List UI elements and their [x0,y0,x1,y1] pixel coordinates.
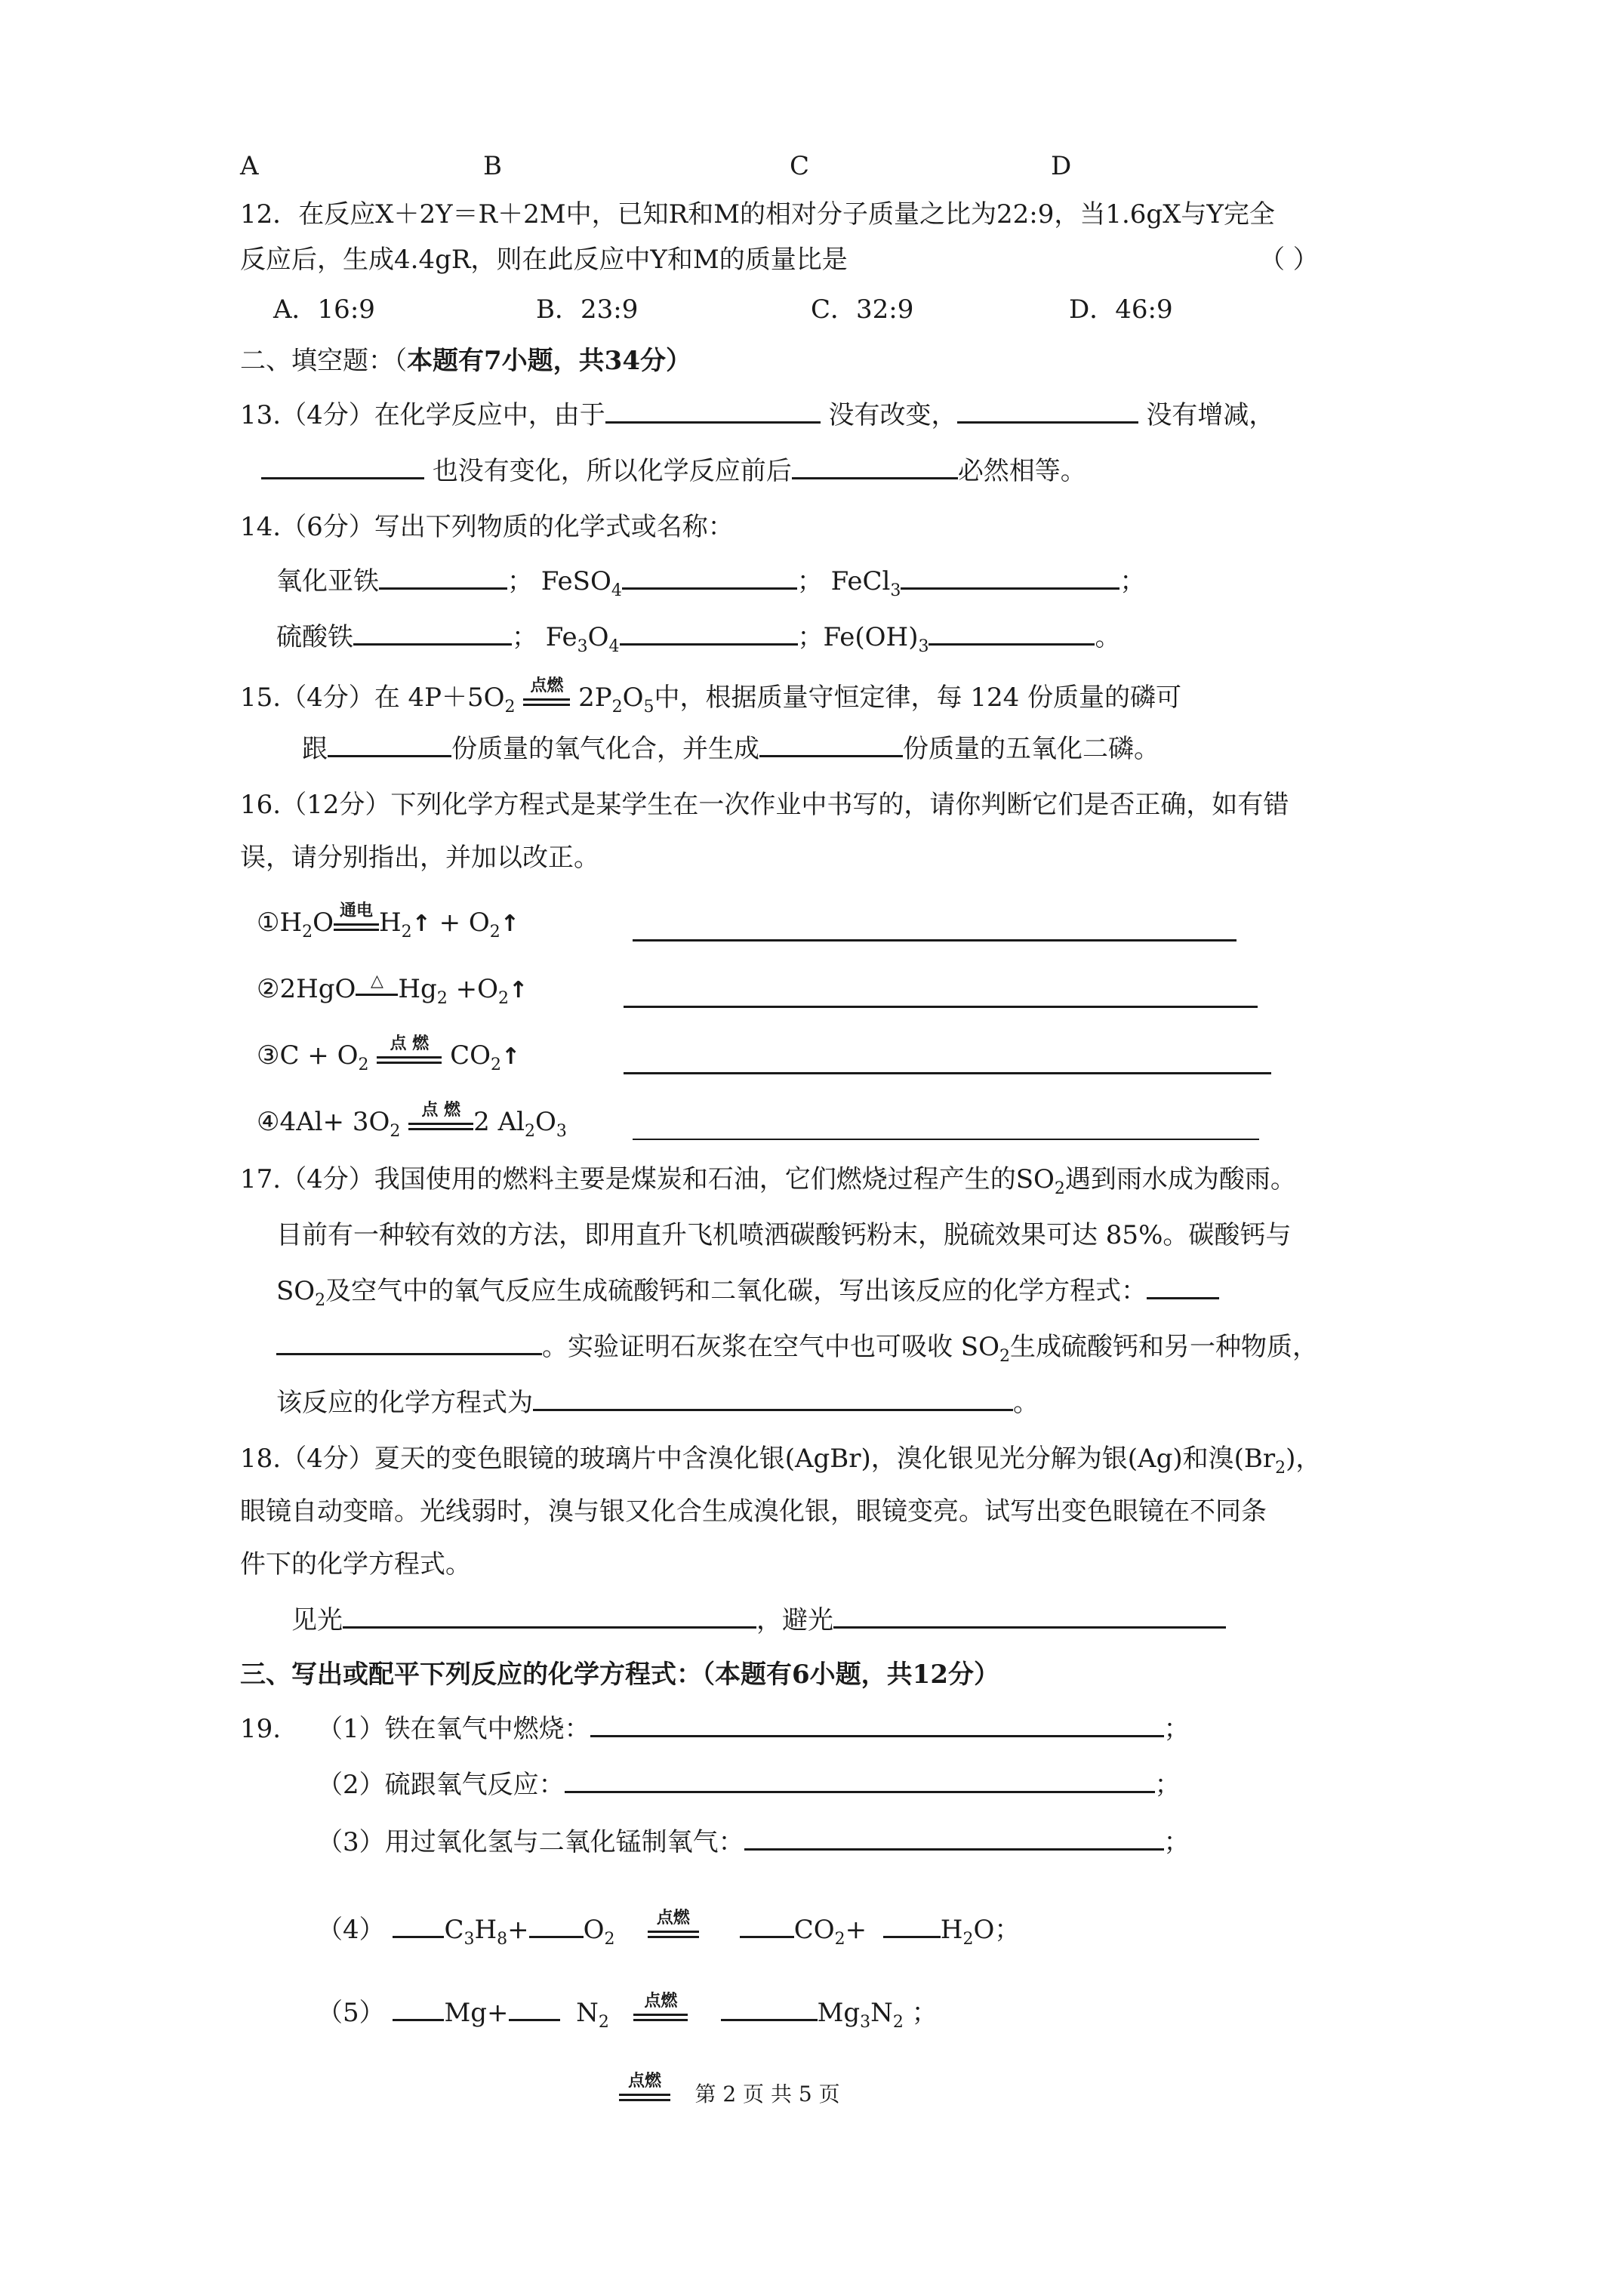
q17-line4: 。实验证明石灰浆在空气中也可吸收 $SO_2$生成硫酸钙和另一种物质， [276,1330,1318,1373]
coefficient-blank[interactable] [393,1913,444,1938]
q15-line1: 15.（4分）在 $4P+5O_2$ 点燃 $2P_2O_5$中，根据质量守恒定律，每 124 份质量的磷可 [240,676,1182,717]
q12-paren: （ ） [1259,245,1319,275]
answer-blank[interactable] [620,621,798,646]
answer-blank[interactable] [901,565,1119,590]
q12-option-a: A．16:9 [273,294,375,325]
q12-option-d: D．46:9 [1069,294,1173,325]
reaction-condition: 点 燃 [408,1123,473,1130]
q13-line2: 也没有变化，所以化学反应前后 必然相等。 [261,455,1086,488]
answer-blank[interactable] [605,399,821,424]
q16-line1: 16.（12分）下列化学方程式是某学生在一次作业中书写的，请你判断它们是否正确，如有错 [240,790,1289,820]
answer-blank[interactable] [276,1330,542,1355]
q12-option-b: B．23:9 [536,294,639,325]
section2-heading: 二、填空题：（本题有7小题，共34分） [240,346,691,376]
section3-heading: 三、写出或配平下列反应的化学方程式：（本题有6小题，共12分） [240,1660,999,1690]
coefficient-blank[interactable] [721,1996,818,2021]
top-label-c: C [790,151,810,181]
reaction-condition: 点 燃 [377,1056,442,1064]
q19-number: 19. [240,1714,282,1744]
answer-blank[interactable] [792,455,958,479]
answer-blank[interactable] [261,455,424,479]
answer-blank[interactable] [622,565,797,590]
q18-line4: 见光 ，避光 [291,1604,1226,1637]
q16-eq2: ②2HgO △ $Hg_2$ $+O_2↑$ [257,971,528,1008]
top-label-b: B [483,151,502,181]
answer-blank[interactable] [759,732,903,757]
q15-line2: 跟 份质量的氧气化合，并生成 份质量的五氧化二磷。 [302,734,1160,764]
answer-blank[interactable] [929,621,1095,646]
reaction-condition: 通电 [334,923,379,931]
coefficient-blank[interactable] [883,1913,941,1938]
answer-blank[interactable] [565,1768,1155,1793]
top-label-a: A [240,151,259,181]
answer-blank[interactable] [353,621,512,646]
page-footer [619,2071,840,2111]
q17-line5: 该反应的化学方程式为 。 [276,1388,1039,1418]
q16-line2: 误，请分别指出，并加以改正。 [240,843,599,873]
page-number: 第 2 页 共 5 页 [694,2082,840,2106]
coefficient-blank[interactable] [393,1996,444,2021]
q16-answer-line-4[interactable] [633,1116,1259,1140]
q18-line1: 18.（4分）夏天的变色眼镜的玻璃片中含溴化银(AgBr)，溴化银见光分解为银(Ag)和溴$(Br_2)$， [240,1444,1322,1478]
q16-answer-line-3[interactable] [624,1049,1271,1074]
q19-sub5: （5） $Mg+ N_2$ 点燃 $Mg_3N_2$ ； [317,1991,938,2032]
answer-blank[interactable] [533,1386,1013,1411]
q12-line1: 12．在反应X＋2Y＝R＋2M中，已知R和M的相对分子质量之比为22:9，当1.6gX与Y完全 [240,199,1275,230]
coefficient-blank[interactable] [529,1913,584,1938]
q14-row2: 硫酸铁 ； $Fe_3O_4$ ；$Fe(OH)_3$ 。 [276,622,1121,656]
coefficient-blank[interactable] [740,1913,794,1938]
q19-sub2: （2）硫跟氧气反应： ； [317,1770,1181,1800]
answer-blank[interactable] [744,1826,1164,1851]
q19-sub3: （3）用过氧化氢与二氧化锰制氧气： ； [317,1827,1190,1857]
q14-row1: 氧化亚铁 ； FeSO$_4$ ； FeCl$_3$ ； [276,566,1146,600]
coefficient-blank[interactable] [509,1996,560,2021]
q19-sub1: （1）铁在氧气中燃烧： ； [317,1714,1190,1744]
reaction-condition: 点燃 [523,698,570,706]
q14-title: 14.（6分）写出下列物质的化学式或名称： [240,512,734,542]
q13-line1: 13.（4分）在化学反应中，由于 没有改变， 没有增减， [240,400,1275,430]
answer-blank[interactable] [328,732,451,757]
answer-blank[interactable] [379,565,507,590]
q16-answer-line-2[interactable] [624,983,1258,1008]
reaction-condition: △ [356,994,398,997]
q18-line2: 眼镜自动变暗。光线弱时，溴与银又化合生成溴化银，眼镜变亮。试写出变色眼镜在不同条 [240,1496,1267,1527]
q17-line2: 目前有一种较有效的方法，即用直升飞机喷洒碳酸钙粉末，脱硫效果可达 85%。碳酸钙与 [276,1220,1292,1250]
q16-eq4: ④4Al+ $3O_2$ 点 燃 2 $Al_2O_3$ [257,1100,567,1141]
q16-eq1: $①H_2O$ 通电 $H_2↑$ + $O_2↑$ [257,901,519,942]
answer-blank[interactable] [590,1712,1164,1737]
reaction-condition: 点燃 [633,2014,688,2021]
answer-blank[interactable] [833,1604,1226,1629]
q16-eq3: ③C + $O_2$ 点 燃 $CO_2↑$ [257,1034,521,1074]
q19-sub4: （4） $C_3H_8+ O_2$ 点燃 $CO_2+ H_2O$； [317,1908,1021,1949]
answer-blank[interactable] [343,1604,756,1629]
reaction-condition: 点燃 [648,1931,699,1938]
q17-line3: $SO_2$及空气中的氧气反应生成硫酸钙和二氧化碳，写出该反应的化学方程式： [276,1274,1219,1318]
reaction-condition: 点燃 [619,2094,670,2101]
q12-line2: 反应后，生成4.4gR，则在此反应中Y和M的质量比是 [240,245,848,275]
q18-line3: 件下的化学方程式。 [240,1549,471,1579]
q12-option-c: C．32:9 [811,294,914,325]
answer-blank[interactable] [1147,1274,1219,1299]
q17-line1: 17.（4分）我国使用的燃料主要是煤炭和石油，它们燃烧过程产生的$SO_2$遇到雨水成为酸雨。 [240,1164,1296,1198]
answer-blank[interactable] [957,399,1138,424]
top-label-d: D [1051,151,1072,181]
q16-answer-line-1[interactable] [633,917,1236,942]
